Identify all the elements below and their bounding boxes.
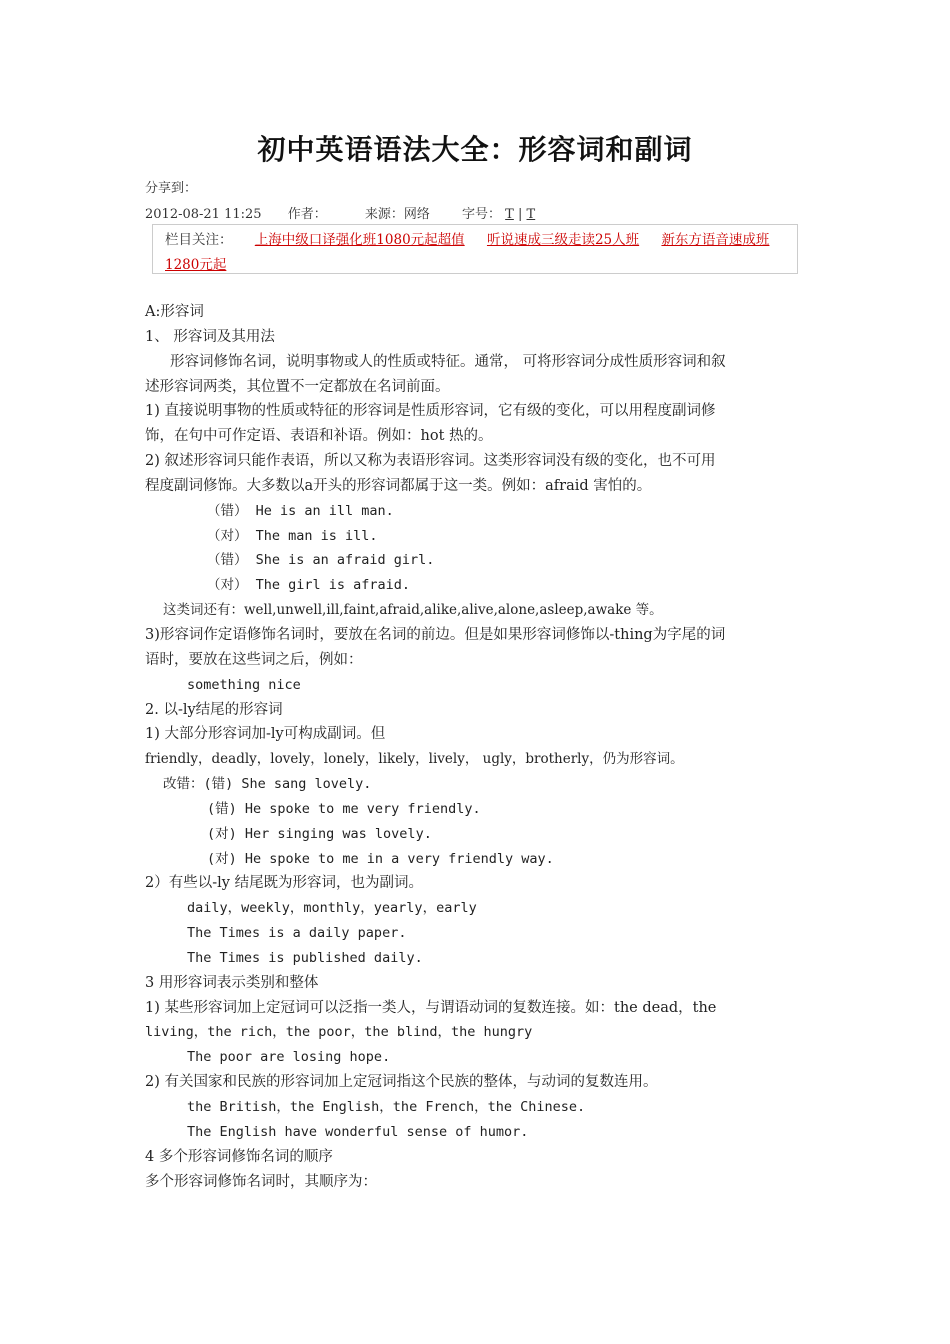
- paragraph-line: 2) 叙述形容词只能作表语，所以又称为表语形容词。这类形容词没有级的变化，也不可用: [145, 453, 716, 470]
- example-line: （对） The man is ill.: [207, 527, 378, 544]
- paragraph-line: 1) 大部分形容词加-ly可构成副词。但: [145, 726, 386, 743]
- font-size-separator: |: [517, 207, 523, 222]
- ad-link-phonetics[interactable]: 新东方语音速成班: [661, 232, 770, 248]
- example-line: The English have wonderful sense of humor.: [187, 1123, 529, 1140]
- example-line: （错） He is an ill man.: [207, 502, 394, 519]
- example-line: (错) He spoke to me very friendly.: [207, 800, 481, 817]
- paragraph-line: 2) 有关国家和民族的形容词加上定冠词指这个民族的整体，与动词的复数连用。: [145, 1074, 658, 1091]
- section-heading: A:形容词: [145, 304, 204, 320]
- font-size-control: [462, 207, 535, 222]
- subsection-heading: 1、 形容词及其用法: [145, 328, 275, 345]
- example-line: The Times is published daily.: [187, 949, 423, 966]
- publish-datetime: 2012-08-21 11:25: [145, 207, 262, 222]
- paragraph-line: 2）有些以-ly 结尾既为形容词，也为副词。: [145, 875, 424, 892]
- paragraph-line: 这类词还有：well,unwell,ill,faint,afraid,alike,alive,alone,asleep,awake 等。: [163, 602, 663, 619]
- paragraph-line: 3)形容词作定语修饰名词时，要放在名词的前边。但是如果形容词修饰以-thing为字尾的词: [145, 626, 726, 643]
- example-line: （错） She is an afraid girl.: [207, 552, 435, 569]
- paragraph-line: 述形容词两类，其位置不一定都放在名词前面。: [145, 378, 450, 395]
- paragraph-line: living，the rich，the poor，the blind，the hungry: [145, 1024, 533, 1041]
- share-label: 分享到：: [145, 181, 198, 196]
- example-line: something nice: [187, 676, 301, 693]
- example-line: 改错：(错) She sang lovely.: [163, 776, 372, 793]
- subsection-heading: 4 多个形容词修饰名词的顺序: [145, 1148, 333, 1165]
- font-size-small-link[interactable]: T: [526, 207, 536, 222]
- column-focus-label: 栏目关注：: [165, 232, 233, 248]
- paragraph-line: 语时，要放在这些词之后，例如：: [145, 651, 363, 668]
- example-line: the British，the English，the French，the Chinese.: [187, 1099, 586, 1115]
- ad-link-phonetics-price[interactable]: 1280元起: [165, 257, 227, 273]
- paragraph-line: 1) 某些形容词加上定冠词可以泛指一类人，与谓语动词的复数连接。如：the dead，the: [145, 999, 717, 1016]
- article-body: [145, 300, 815, 1194]
- example-line: The Times is a daily paper.: [187, 925, 407, 942]
- paragraph-line: 1) 直接说明事物的性质或特征的形容词是性质形容词，它有级的变化，可以用程度副词修: [145, 403, 716, 420]
- font-size-label: 字号：: [462, 207, 502, 222]
- example-line: （对） The girl is afraid.: [207, 577, 411, 594]
- example-line: (对) Her singing was lovely.: [207, 825, 432, 842]
- paragraph-line: 多个形容词修饰名词时，其顺序为：: [145, 1173, 377, 1190]
- source-label: 来源：网络: [364, 207, 430, 222]
- paragraph-line: 饰，在句中可作定语、表语和补语。例如：hot 热的。: [145, 428, 493, 445]
- example-line: The poor are losing hope.: [187, 1049, 391, 1066]
- example-line: (对) He spoke to me in a very friendly way.: [207, 850, 554, 867]
- paragraph-line: 形容词修饰名词，说明事物或人的性质或特征。通常， 可将形容词分成性质形容词和叙: [170, 353, 726, 370]
- column-focus-box: [152, 224, 798, 274]
- ad-link-listening[interactable]: 听说速成三级走读25人班: [486, 232, 640, 248]
- ad-link-interpretation[interactable]: 上海中级口译强化班1080元起超值: [254, 232, 465, 248]
- paragraph-line: 程度副词修饰。大多数以a开头的形容词都属于这一类。例如：afraid 害怕的。: [145, 477, 652, 494]
- paragraph-line: friendly，deadly，lovely，lonely，likely，lively， ugly，brotherly，仍为形容词。: [145, 751, 684, 768]
- author-label: 作者：: [287, 207, 327, 222]
- subsection-heading: 3 用形容词表示类别和整体: [145, 974, 319, 991]
- page-title: 初中英语语法大全：形容词和副词: [257, 133, 693, 166]
- subsection-heading: 2. 以-ly结尾的形容词: [145, 701, 283, 718]
- example-line: daily，weekly，monthly，yearly，early: [187, 900, 477, 917]
- font-size-large-link[interactable]: T: [505, 207, 514, 222]
- article-meta: [145, 203, 535, 222]
